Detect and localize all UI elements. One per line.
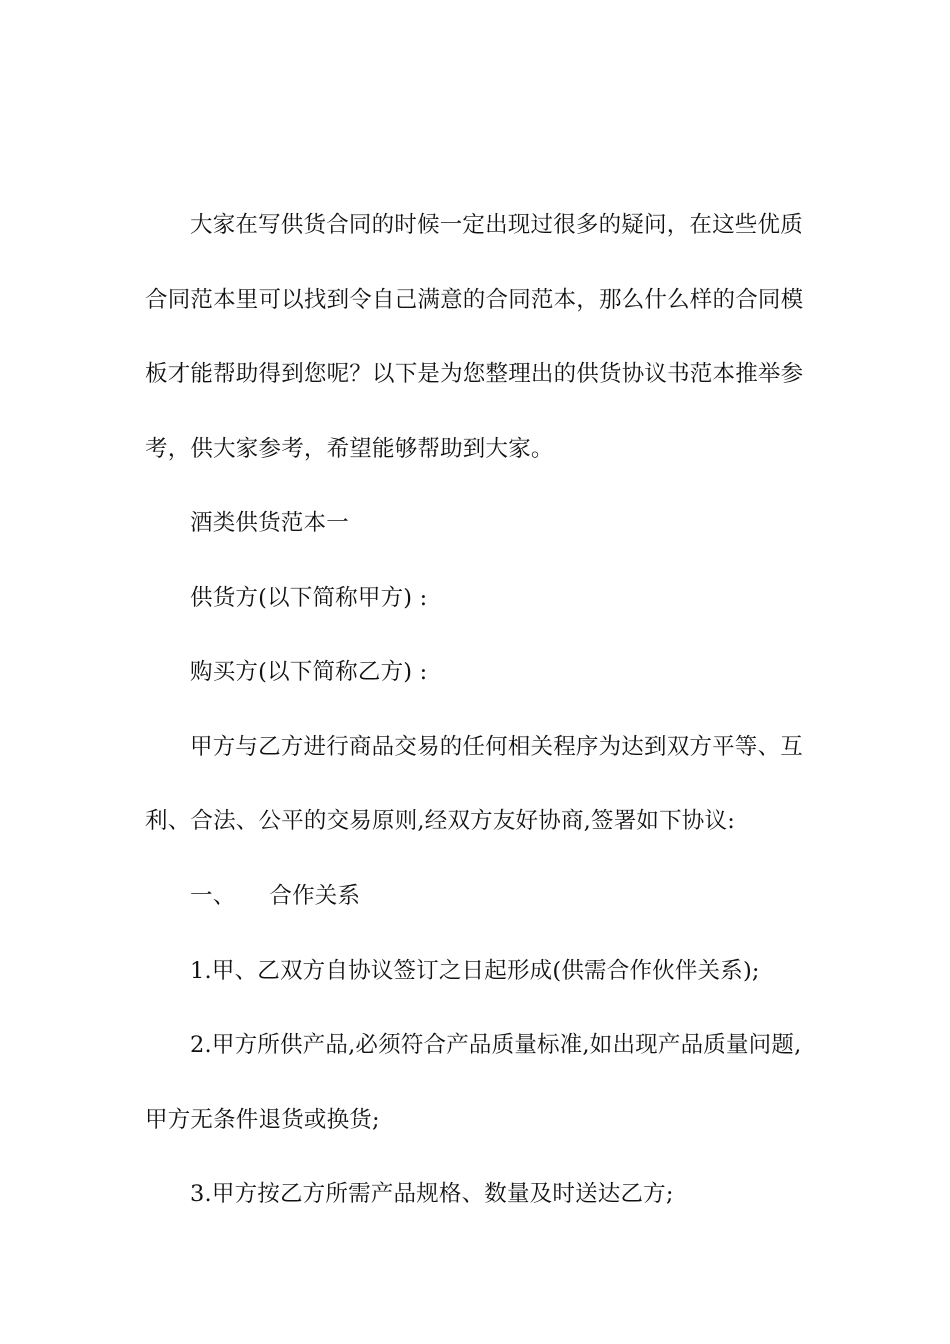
- intro-line-2: 合同范本里可以找到令自己满意的合同范本，那么什么样的合同模: [145, 287, 804, 313]
- intro-line-1: 大家在写供货合同的时候一定出现过很多的疑问，在这些优质: [190, 212, 803, 238]
- section-heading: [190, 881, 815, 911]
- section-title: 合作关系: [269, 883, 361, 909]
- clause-3: 3.甲方按乙方所需产品规格、数量及时送达乙方;: [190, 1181, 674, 1207]
- sample-title: 酒类供货范本一: [190, 510, 349, 536]
- intro-line-4: 考，供大家参考，希望能够帮助到大家。: [145, 436, 554, 462]
- clause-2-line-2: 甲方无条件退货或换货;: [145, 1107, 380, 1133]
- intro-line-3: 板才能帮助得到您呢？以下是为您整理出的供货协议书范本推举参: [145, 361, 804, 387]
- preamble-line-2: 利、合法、公平的交易原则,经双方友好协商,签署如下协议:: [145, 808, 735, 834]
- clause-2-line-1: 2.甲方所供产品,必须符合产品质量标准,如出现产品质量问题,: [190, 1032, 802, 1058]
- preamble-line-1: 甲方与乙方进行商品交易的任何相关程序为达到双方平等、互: [190, 734, 803, 760]
- buyer-line: 购买方(以下简称乙方) :: [190, 659, 428, 685]
- supplier-line: 供货方(以下简称甲方) :: [190, 585, 428, 611]
- clause-1: 1.甲、乙双方自协议签订之日起形成(供需合作伙伴关系);: [190, 958, 760, 984]
- section-number: 一、: [190, 883, 236, 909]
